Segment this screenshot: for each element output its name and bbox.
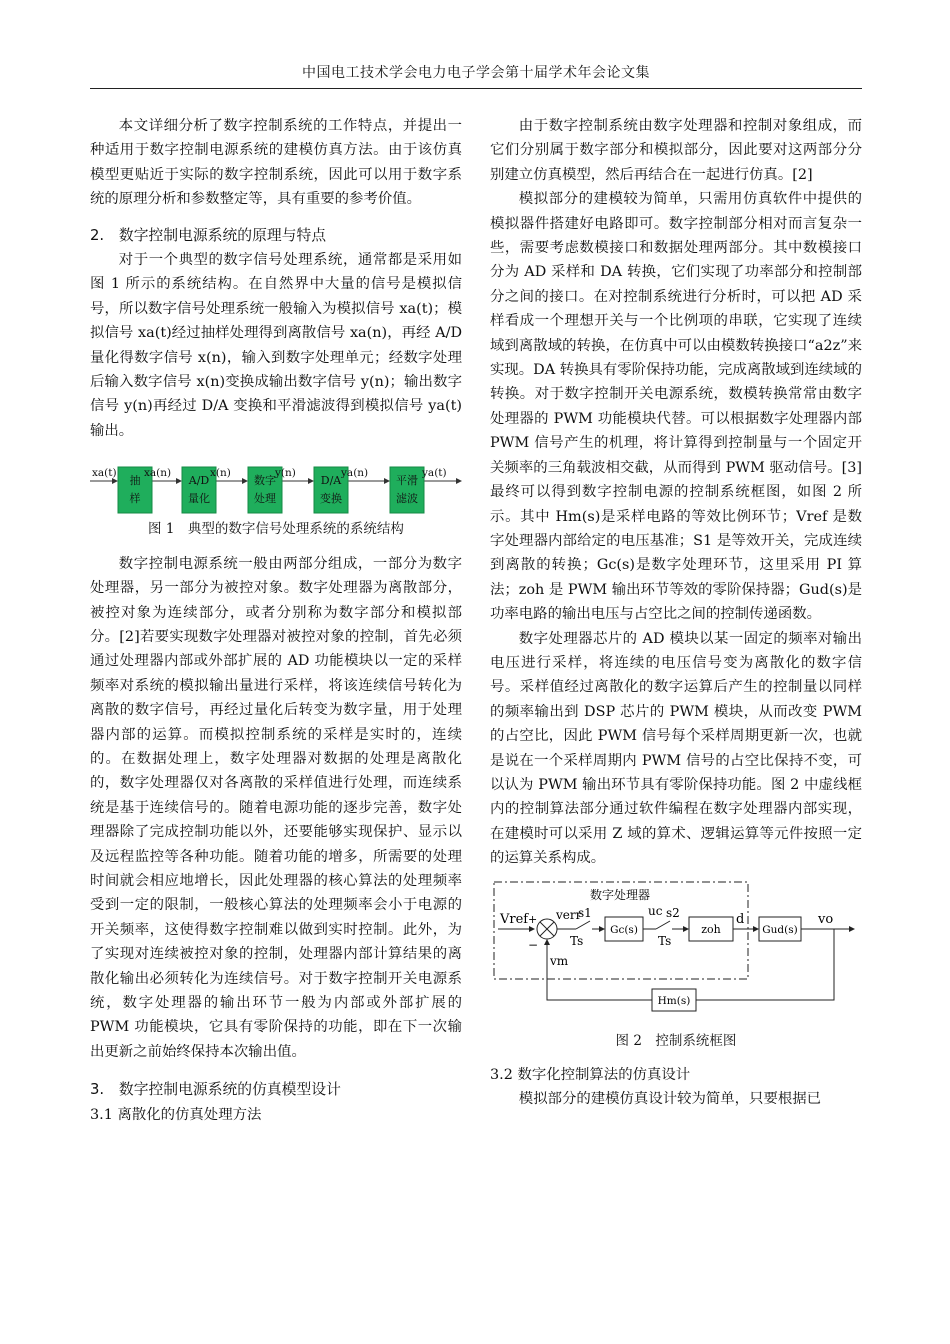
right-column	[490, 114, 862, 1112]
svg-text:Gc(s): Gc(s)	[610, 923, 638, 936]
section-2-paragraph-1: 对于一个典型的数字信号处理系统，通常都是采用如图 1 所示的系统结构。在自然界中大量的信号是模拟信号，所以数字信号处理系统一般输入为模拟信号 xa(t)；模拟信号 xa(t)经过抽样处理得到离散信号 xa(n)，再经 A/D 量化得数字信号 x(n)，输入到数字处理单元；经数字处理后输入数字信号 x(n)变换成输出数字信号 y(n)；输出数字信号 y(n)再经过 D/A 变换和平滑滤波得到模拟信号 ya(t)输出。	[90, 252, 462, 439]
figure-1-block-label: D/A	[320, 474, 342, 488]
figure-1-signal-label: xa(n)	[144, 467, 172, 480]
figure-2-control-block-diagram	[490, 879, 862, 1029]
intro-paragraph: 本文详细分析了数字控制系统的工作特点，并提出一种适用于数字控制电源系统的建模仿真方法。由于该仿真模型更贴近于实际的数字控制系统，因此可以用于数字系统的原理分析和参数整定等，具有重要的参考价值。	[90, 118, 462, 208]
subsection-3-1-heading: 3.1 离散化的仿真处理方法	[90, 1106, 262, 1123]
figure-1-signal-label: x(n)	[210, 467, 231, 480]
ts1-label: Ts	[570, 933, 584, 948]
figure-1-block-label: 滤波	[396, 492, 418, 506]
plus-sign: +	[528, 912, 538, 926]
section-2-paragraph-2: 数字控制电源系统一般由两部分组成，一部分为数字处理器，另一部分为被控对象。数字处理器为离散部分，被控对象为连续部分，或者分别称为数字部分和模拟部分。[2]若要实现数字处理器对被控对象的控制，首先必须通过处理器内部或外部扩展的 AD 功能模块以一定的采样频率对系统的模拟输出量进行采样，将该连续信号转化为离散的数字信号，再经过量化后转变为数字量，用于处理器内部的运算。而模拟控制系统的采样是实时的，连续的。在数据处理上，数字处理器对数据的处理是离散化的，数字处理器仅对各离散的采样值进行处理，而连续系统是基于连续信号的。随着电源功能的逐步完善，数字处理器除了完成控制功能以外，还要能够实现保护、显示以及远程监控等各种功能。随着功能的增多，所需要的处理时间就会相应地增长，因此处理器的核心算法的处理频率受到一定的限制，一般核心算法的处理频率会小于电源的开关频率，这使得数字控制难以做到实时控制。此外，为了实现对连续被控对象的控制，处理器内部计算结果的离散化输出必须转化为连续信号。对于数字控制开关电源系统，数字处理器的输出环节一般为内部或外部扩展的 PWM 功能模块，它具有零阶保持的功能，即在下一次输出更新之前始终保持本次输出值。	[90, 555, 462, 1060]
right-paragraph-4: 模拟部分的建模仿真设计较为简单，只要根据已	[518, 1091, 822, 1108]
figure-1-block-label: 量化	[188, 492, 210, 506]
figure-1-signal-label: y(n)	[275, 467, 296, 480]
section-3-heading: 3. 数字控制电源系统的仿真模型设计	[90, 1081, 341, 1099]
section-2-heading: 2. 数字控制电源系统的原理与特点	[90, 226, 327, 244]
vo-label: vo	[818, 911, 834, 927]
sampling-switch-s1	[576, 921, 590, 929]
verr-label: verr	[556, 907, 582, 922]
figure-1-block-label: 样	[129, 492, 141, 506]
svg-text:Hm(s): Hm(s)	[657, 994, 691, 1007]
left-column	[90, 114, 462, 1127]
figure-1-caption: 图 1 典型的数字信号处理系统的系统结构	[148, 521, 404, 538]
figure-1-block-label: A/D	[188, 474, 210, 488]
figure-1-block-label: 处理	[254, 492, 276, 506]
figure-1-block-label: 抽	[129, 474, 141, 488]
vref-label: Vref	[500, 911, 529, 927]
sampling-switch-s2	[656, 921, 670, 929]
digital-processor-label: 数字处理器	[590, 887, 651, 902]
vm-label: vm	[550, 953, 569, 968]
svg-text:zoh: zoh	[701, 922, 721, 936]
uc-label: uc	[648, 903, 663, 918]
figure-1-block-label: 平滑	[396, 474, 418, 488]
figure-1-signal-label: ya(t)	[422, 467, 447, 480]
ts2-label: Ts	[658, 933, 672, 948]
header-rule	[90, 88, 862, 89]
figure-1-signal-label: ya(n)	[341, 467, 369, 480]
s1-label: s1	[578, 905, 592, 920]
svg-text:Gud(s): Gud(s)	[762, 923, 798, 936]
figure-1-block-label: 变换	[320, 492, 342, 506]
figure-1-signal-label: xa(t)	[92, 467, 117, 480]
subsection-3-2-heading: 3.2 数字化控制算法的仿真设计	[490, 1067, 691, 1083]
figure-1-block-diagram	[90, 445, 462, 517]
s2-label: s2	[666, 905, 680, 920]
minus-sign: −	[528, 937, 539, 952]
d-label: d	[736, 911, 745, 927]
right-paragraph-2: 模拟部分的建模较为简单，只需用仿真软件中提供的模拟器件搭建好电路即可。数字控制部分相对而言复杂一些，需要考虑数模接口和数据处理两部分。其中数模接口分为 AD 采样和 DA 转换，它们实现了功率部分和控制部分之间的接口。在对控制系统进行分析时，可以把 AD 采样看成一个理想开关与一个比例项的串联，它实现了连续域到离散域的转换，在仿真中可以由模数转换接口“a2z”来实现。DA 转换具有零阶保持功能，完成离散域到连续域的转换。对于数字控制开关电源系统，数模转换常常由数字处理器的 PWM 功能模块代替。可以根据数字处理器内部 PWM 信号产生的机理，将计算得到控制量与一个固定开关频率的三角载波相交截，从而得到 PWM 驱动信号。[3]最终可以得到数字控制电源的控制系统框图，如图 2 所示。其中 Hm(s)是采样电路的等效比例环节；Vref 是数字处理器内部给定的电压基准；S1 是等效开关，完成连续到离散的转换；Gc(s)是数字处理环节，这里采用 PI 算法；zoh 是 PWM 输出环节等效的零阶保持器；Gud(s)是功率电路的输出电压与占空比之间的控制传递函数。	[490, 191, 862, 623]
right-paragraph-3: 数字处理器芯片的 AD 模块以某一固定的频率对输出电压进行采样，将连续的电压信号变为离散化的数字信号。采样值经过离散化的数字运算后产生的控制量以同样的频率输出到 DSP 芯片的 PWM 模块，从而改变 PWM 的占空比，因此 PWM 信号每个采样周期更新一次，也就是说在一个采样周期内 PWM 信号的占空比保持不变，可以认为 PWM 输出环节具有零阶保持功能。图 2 中虚线框内的控制算法部分通过软件编程在数字处理器内部实现，在建模时可以采用 Z 域的算术、逻辑运算等元件按照一定的运算关系构成。	[490, 630, 862, 867]
running-header: 中国电工技术学会电力电子学会第十届学术年会论文集	[302, 65, 650, 81]
right-paragraph-1: 由于数字控制系统由数字处理器和控制对象组成，而它们分别属于数字部分和模拟部分，因此要对这两部分分别建立仿真模型，然后再结合在一起进行仿真。[2]	[490, 118, 862, 183]
figure-1-block-label: 数字	[254, 474, 276, 488]
figure-2-caption: 图 2 控制系统框图	[615, 1032, 737, 1049]
